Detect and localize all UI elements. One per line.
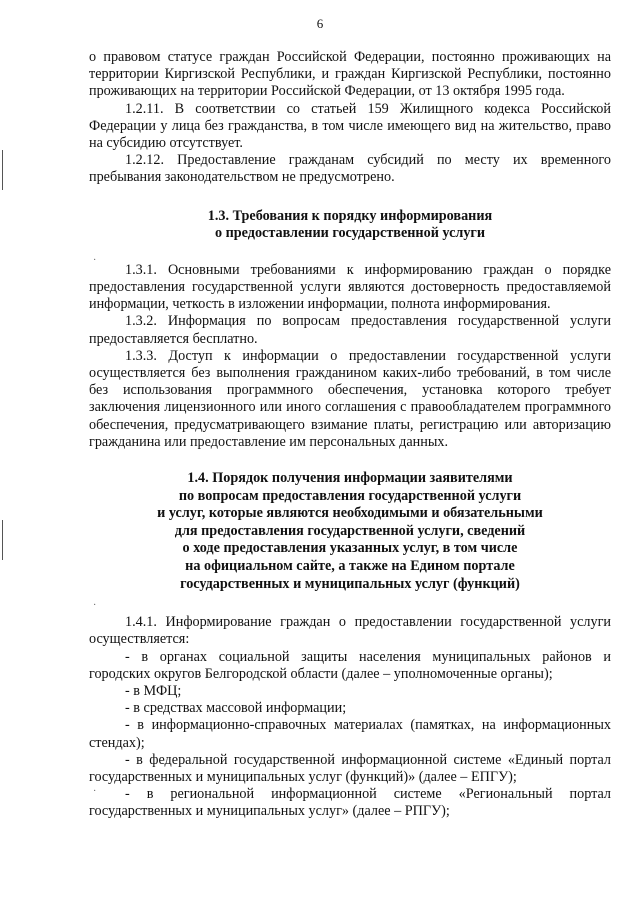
list-item: - в информационно-справочных материалах (памятках, на информационных стендах); [89, 717, 611, 751]
paragraph: 1.2.12. Предоставление гражданам субсидий по месту их временного пребывания законодательством не предусмотрено. [89, 152, 611, 186]
list-item: - в средствах массовой информации; [125, 700, 347, 717]
heading-line: и услуг, которые являются необходимыми и обязательными [157, 505, 543, 522]
heading-line: государственных и муниципальных услуг (функций) [180, 575, 520, 592]
list-item: - в региональной информационной системе «Региональный портал государственных и муниципальных услуг» (далее – РПГУ); [89, 786, 611, 820]
heading-line: 1.4. Порядок получения информации заявителями [187, 470, 513, 487]
paragraph: 1.4.1. Информирование граждан о предоставлении государственной услуги осуществляется: [89, 614, 611, 648]
document-body [89, 49, 611, 821]
page-number: 6 [316, 16, 324, 31]
paragraph: 1.3.2. Информация по вопросам предоставления государственной услуги предоставляется бесплатно. [89, 313, 611, 347]
scan-artifact-dot: · [93, 255, 97, 266]
heading-line: для предоставления государственной услуги, сведений [174, 522, 526, 539]
heading-line: по вопросам предоставления государственной услуги [178, 487, 522, 504]
scan-artifact-line [2, 150, 3, 190]
heading-line: о предоставлении государственной услуги [214, 225, 486, 242]
section-heading-1-3 [89, 208, 611, 243]
scan-artifact-dot: · [93, 786, 97, 797]
heading-line: на официальном сайте, а также на Едином портале [185, 558, 515, 575]
heading-line: 1.3. Требования к порядку информирования [207, 207, 493, 224]
list-item: - в органах социальной защиты населения муниципальных районов и городских округов Белгородской области (далее – уполномоченные органы); [89, 648, 611, 682]
paragraph: 1.3.3. Доступ к информации о предоставлении государственной услуги осуществляется без выполнения гражданином каких-либо требований, в том числе без использования программного обеспечения, установка которого требует заключения лицензионного или иного соглашения с правообладателем программного обеспечения, предусматривающего взимание платы, регистрацию или авторизацию гражданина или предоставление им персональных данных. [89, 347, 611, 450]
list-item: - в федеральной государственной информационной системе «Единый портал государственных и муниципальных услуг (функций)» (далее – ЕПГУ); [89, 751, 611, 786]
paragraph: 1.2.11. В соответствии со статьей 159 Жилищного кодекса Российской Федерации у лица без гражданства, в том числе имеющего вид на жительство, право на субсидию отсутствует. [89, 100, 611, 152]
scan-artifact-dot: · [93, 600, 97, 611]
scan-artifact-line [2, 520, 3, 560]
heading-line: о ходе предоставления указанных услуг, в том числе [182, 540, 518, 557]
paragraph: о правовом статусе граждан Российской Федерации, постоянно проживающих на территории Киргизской Республики, и граждан Киргизской Республики, постоянно проживающих на территории Российской Федерации, от 13 октября 1995 года. [89, 49, 611, 100]
section-heading-1-4 [89, 470, 611, 593]
paragraph: 1.3.1. Основными требованиями к информированию граждан о порядке предоставления государственной услуги являются достоверность предоставляемой информации, четкость в изложении информации, полнота информирования. [89, 261, 611, 313]
list-item: - в МФЦ; [125, 683, 182, 700]
